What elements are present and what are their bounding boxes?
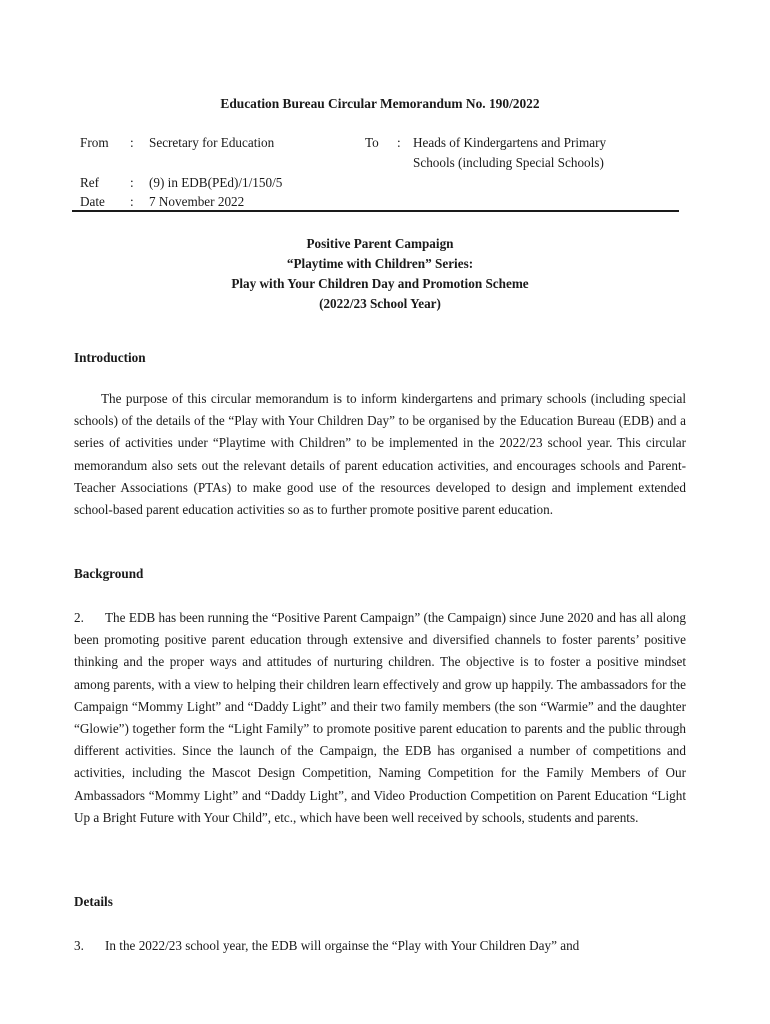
details-paragraph-number: 3.: [74, 938, 84, 953]
date-label: Date: [80, 194, 105, 209]
campaign-title: [0, 234, 760, 314]
header-divider: [72, 210, 679, 212]
date-colon: :: [130, 194, 134, 209]
background-paragraph-text: The EDB has been running the “Positive Parent Campaign” (the Campaign) since June 2020 and has all along been promoting positive parent education through extensive and diversified channels to foster parents’ positive thinking and the proper ways and attitudes of nurturing children. The objective is to foster a positive mindset among parents, with a view to helping their children learn effectively and grow up happily. The ambassadors for the Campaign “Mommy Light” and “Daddy Light” and their two family members (the son “Warmie” and the daughter “Glowie”) together form the “Light Family” to promote positive parent education to parents and the public through different activities. Since the launch of the Campaign, the EDB has organised a number of competitions and activities, including the Mascot Design Competition, Naming Competition for the Family Members of Our Ambassadors “Mommy Light” and “Daddy Light”, and Video Production Competition on Parent Education “Light Up a Bright Future with Your Child”, etc., which have been well received by schools, students and parents.: [74, 610, 686, 825]
to-colon: :: [397, 135, 401, 150]
ref-label: Ref: [80, 175, 100, 190]
details-heading: Details: [74, 894, 113, 909]
campaign-title-line3: Play with Your Children Day and Promotion Scheme: [231, 276, 529, 291]
date-value: 7 November 2022: [149, 194, 245, 209]
to-label: To: [365, 135, 379, 150]
from-label: From: [80, 135, 109, 150]
to-value-line2: Schools (including Special Schools): [413, 155, 604, 170]
ref-value: (9) in EDB(PEd)/1/150/5: [149, 175, 283, 190]
introduction-paragraph: The purpose of this circular memorandum is to inform kindergartens and primary schools (including special schools) of the details of the “Play with Your Children Day” to be organised by the Education Bureau (EDB) and a series of activities under “Playtime with Children” to be implemented in the 2022/23 school year. This circular memorandum also sets out the relevant details of parent education activities, and encourages schools and Parent-Teacher Associations (PTAs) to make good use of the resources developed to design and implement extended school-based parent education activities so as to further promote positive parent education.: [74, 391, 686, 518]
details-paragraph-text: In the 2022/23 school year, the EDB will orgainse the “Play with Your Children Day” and: [105, 938, 580, 953]
background-paragraph: [74, 607, 686, 829]
from-value: Secretary for Education: [149, 135, 275, 150]
campaign-title-line2: “Playtime with Children” Series:: [286, 256, 474, 271]
background-heading: Background: [74, 566, 144, 581]
campaign-title-line4: (2022/23 School Year): [319, 296, 441, 311]
memo-title: Education Bureau Circular Memorandum No. 190/2022: [220, 96, 540, 111]
campaign-title-line1: Positive Parent Campaign: [306, 236, 454, 251]
background-paragraph-number: 2.: [74, 610, 84, 625]
ref-colon: :: [130, 175, 134, 190]
details-paragraph: [74, 935, 686, 957]
to-value-line1: Heads of Kindergartens and Primary: [413, 135, 607, 150]
from-colon: :: [130, 135, 134, 150]
introduction-heading: Introduction: [74, 350, 146, 365]
